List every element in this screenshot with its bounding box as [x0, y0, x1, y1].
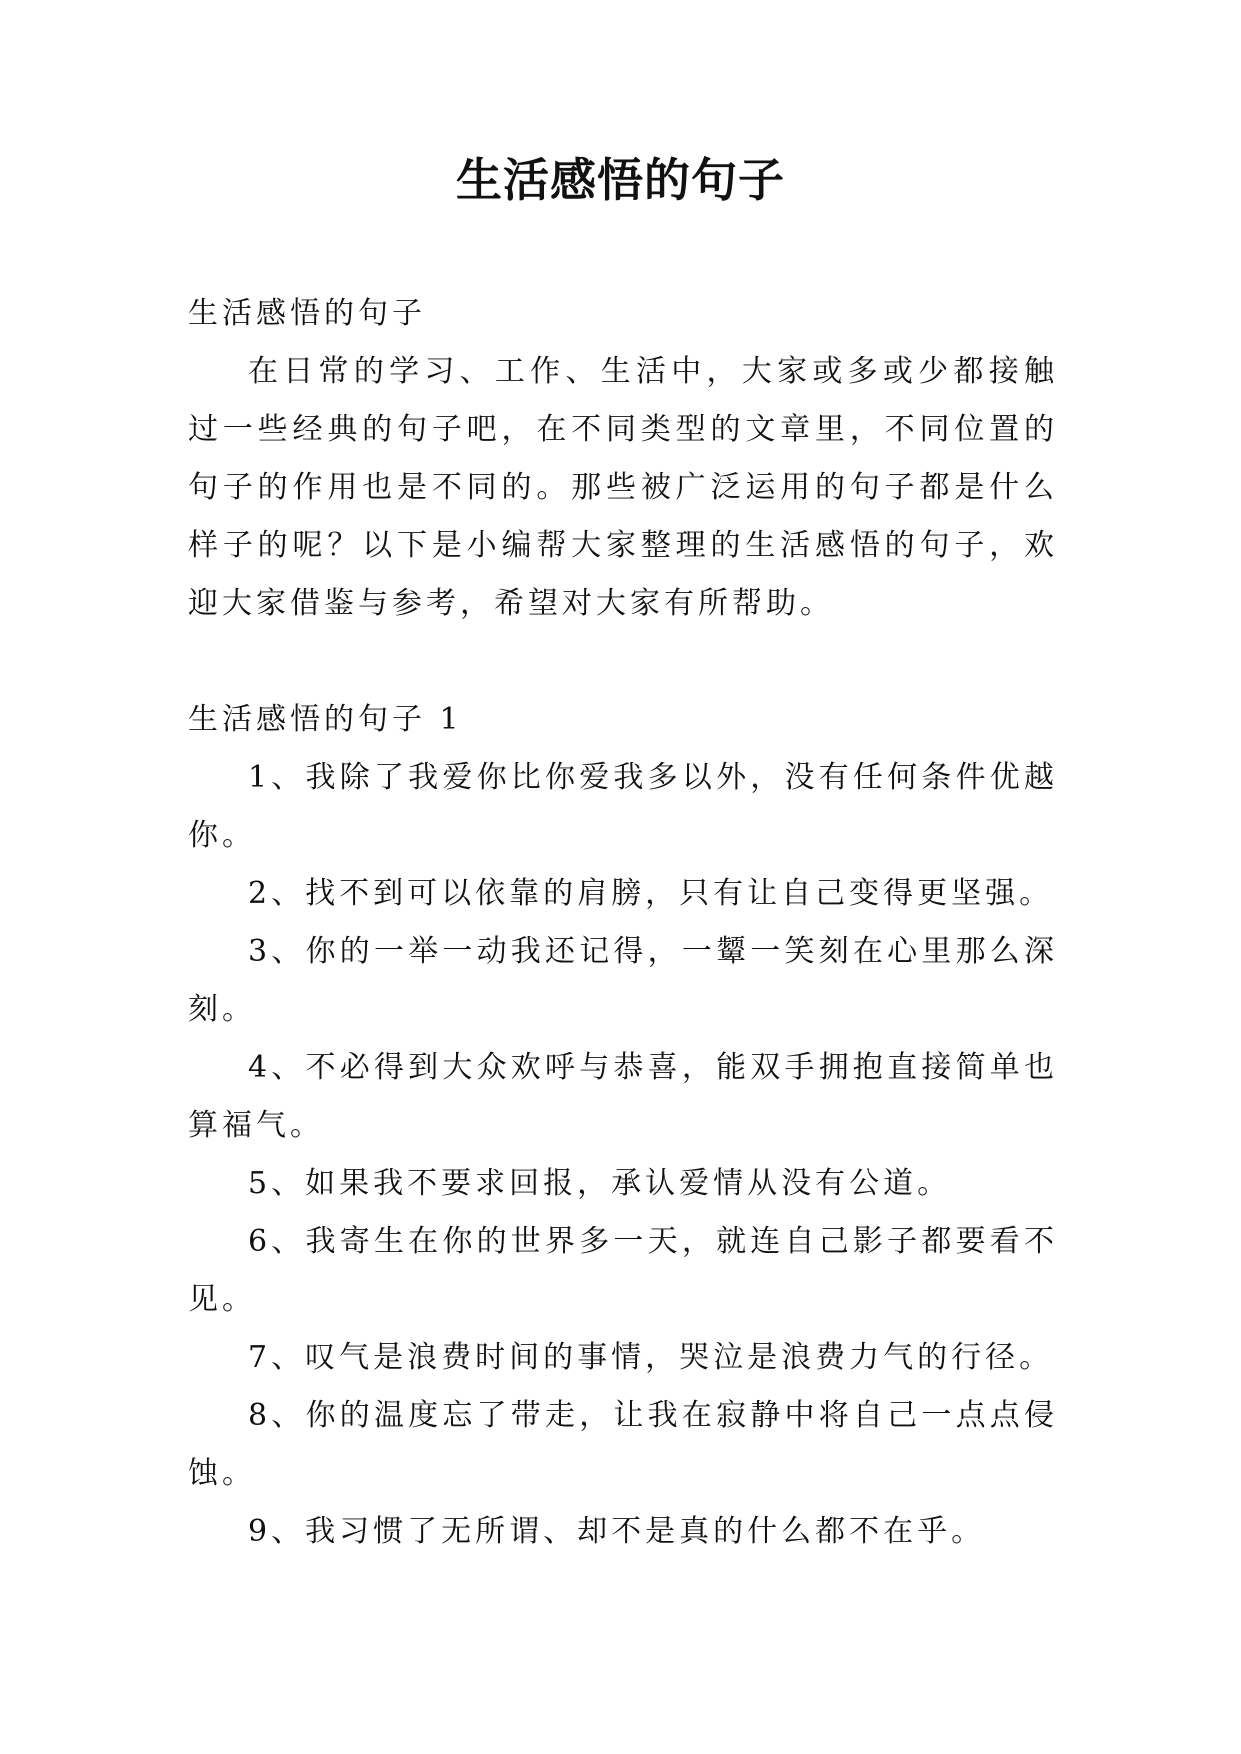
list-item: 8、你的温度忘了带走，让我在寂静中将自己一点点侵蚀。 [188, 1398, 1058, 1491]
list-item: 9、我习惯了无所谓、却不是真的什么都不在乎。 [248, 1514, 986, 1549]
list-item: 6、我寄生在你的世界多一天，就连自己影子都要看不见。 [188, 1224, 1058, 1317]
list-item: 7、叹气是浪费时间的事情，哭泣是浪费力气的行径。 [248, 1340, 1054, 1375]
intro-paragraph: 在日常的学习、工作、生活中，大家或多或少都接触过一些经典的句子吧，在不同类型的文章里，不同位置的句子的作用也是不同的。那些被广泛运用的句子都是什么样子的呢？以下是小编帮大家整理的生活感悟的句子，欢迎大家借鉴与参考，希望对大家有所帮助。 [188, 354, 1058, 621]
document-body [188, 285, 1058, 1561]
section-spacer [188, 633, 1058, 691]
list-item: 4、不必得到大众欢呼与恭喜，能双手拥抱直接简单也算福气。 [188, 1050, 1058, 1143]
list-item: 3、你的一举一动我还记得，一颦一笑刻在心里那么深刻。 [188, 934, 1058, 1027]
list-item: 1、我除了我爱你比你爱我多以外，没有任何条件优越你。 [188, 760, 1058, 853]
list-item: 5、如果我不要求回报，承认爱情从没有公道。 [248, 1166, 952, 1201]
document-title: 生活感悟的句子 [456, 153, 785, 207]
intro-heading: 生活感悟的句子 [188, 296, 426, 331]
section-heading: 生活感悟的句子 1 [188, 702, 463, 737]
list-item: 2、找不到可以依靠的肩膀，只有让自己变得更坚强。 [248, 876, 1054, 911]
